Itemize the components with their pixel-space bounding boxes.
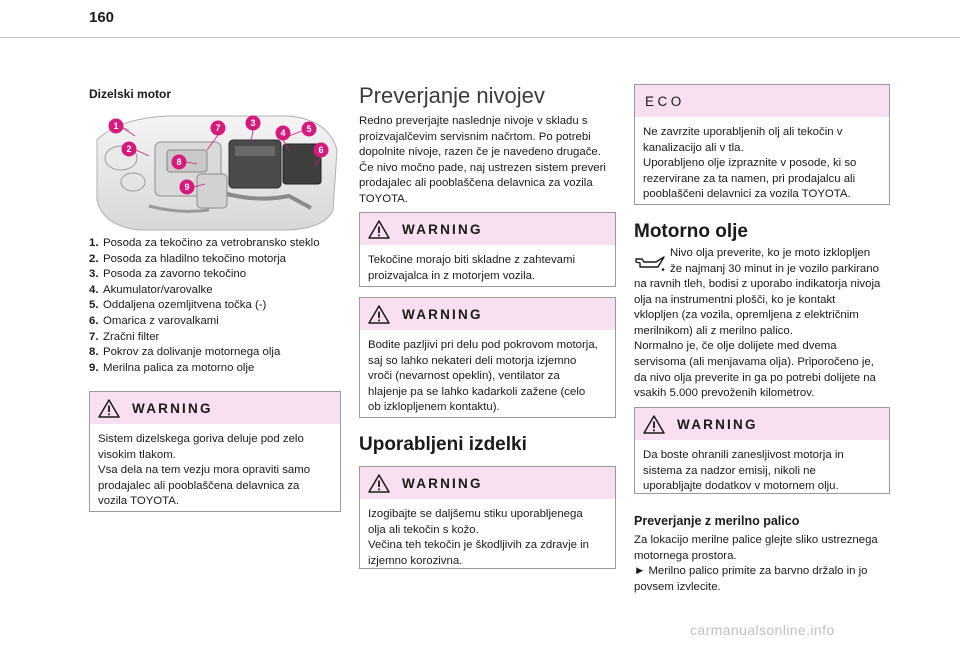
svg-text:8: 8: [176, 157, 182, 168]
callout-2: [122, 142, 137, 157]
svg-text:9: 9: [184, 182, 190, 193]
warning-header: [90, 392, 340, 424]
warning-title: WARNING: [402, 221, 483, 237]
warning-title: WARNING: [132, 400, 213, 416]
warning-title: WARNING: [677, 416, 758, 432]
oil-intro-indented: Nivo olja preverite, ko je moto izklopljen že najmanj 30 minut in je vozilo parkirano: [670, 247, 879, 275]
warning-box-hot-engine: [359, 297, 616, 418]
legend-item: 2. Posoda za hladilno tekočino motorja: [89, 252, 286, 265]
legend-item: 1. Posoda za tekočino za vetrobransko steklo: [89, 237, 320, 249]
top-divider: [0, 37, 960, 38]
legend-item: 8. Pokrov za dolivanje motornega olja: [89, 346, 281, 359]
svg-text:3: 3: [250, 118, 256, 129]
legend-item: 4. Akumulator/varovalke: [89, 283, 213, 296]
warning-box-fluids: [359, 212, 616, 287]
warning-header: [360, 298, 615, 330]
oil-paragraph: na ravnih tleh, bodisi z uporabo indikatorja nivoja olja na instrumentni plošči, ko je kontakt vklopljen (za vozila, opremljena z električnim merilnikom) ali z merilno palico. Normalno je, če olje dolijete med dvema servisoma (ali menjavama olja). Priporočeno je, da nivo olja preverite in ga po potrebi dolijete na vsakih 5.000 prevoženih kilometrov.: [634, 278, 881, 400]
svg-text:6: 6: [318, 145, 324, 156]
warning-box-skin-contact: [359, 466, 616, 569]
legend-item: 6. Omarica z varovalkami: [89, 314, 219, 327]
svg-text:4: 4: [280, 128, 286, 139]
warning-box-oil-additives: [634, 407, 890, 494]
callout-3: [246, 116, 261, 131]
section-heading-diesel: Dizelski motor: [89, 87, 172, 101]
legend-item: 3. Posoda za zavorno tekočino: [89, 268, 247, 281]
legend-item: 9. Merilna palica za motorno olje: [89, 361, 255, 374]
warning-header: [360, 467, 615, 499]
intro-paragraph: Redno preverjajte naslednje nivoje v skladu s proizvajalčevim servisnim načrtom. Po potrebi dopolnite nivoje, razen če je navedeno drugače. Če nivo močno pade, naj ustrezen sistem preveri prodajalec ali pooblaščena delavnica za vozila TOYOTA.: [359, 115, 606, 205]
svg-text:7: 7: [215, 123, 221, 134]
warning-triangle-icon: [368, 305, 390, 324]
svg-text:5: 5: [306, 124, 312, 135]
eco-header: [635, 85, 889, 117]
heading-check-levels: Preverjanje nivojev: [359, 83, 545, 108]
warning-title: WARNING: [402, 306, 483, 322]
engine-callouts: [89, 110, 341, 234]
eco-text: Ne zavrzite uporabljenih olj ali tekočin v kanalizacijo ali v tla. Uporabljeno olje izpraznite v posode, ki so rezervirane za ta namen, pri prodajalcu ali pooblaščeni delavnici za vozila TOYOTA.: [643, 126, 857, 201]
warning-text: Bodite pazljivi pri delu pod pokrovom motorja, saj so lahko nekateri deli motorja izjemno vroči (nevarnost opeklin), ventilator za hlajenje pa se lahko kadarkoli zažene (celo ob izklopljenem kontaktu).: [368, 339, 598, 414]
legend-item: 5. Oddaljena ozemljitvena točka (-): [89, 299, 267, 312]
warning-triangle-icon: [368, 220, 390, 239]
engine-legend: [89, 236, 341, 376]
warning-text: Tekočine morajo biti skladne z zahtevami proizvajalca in z motorjem vozila.: [368, 254, 576, 282]
eco-box: [634, 84, 890, 205]
warning-header: [360, 213, 615, 245]
svg-text:2: 2: [126, 144, 132, 155]
warning-title: WARNING: [402, 475, 483, 491]
warning-text: Sistem dizelskega goriva deluje pod zelo visokim tlakom. Vsa dela na tem vezju mora opraviti samo prodajalec ali pooblaščena delavnica za vozila TOYOTA.: [98, 433, 311, 508]
warning-triangle-icon: [643, 415, 665, 434]
warning-triangle-icon: [98, 399, 120, 418]
warning-box-diesel: [89, 391, 341, 512]
legend-item: 7. Zračni filter: [89, 330, 160, 343]
oil-can-icon: [634, 254, 666, 272]
warning-text: Izogibajte se daljšemu stiku uporabljenega olja ali tekočin s kožo. Večina teh tekočin je škodljivih za zdravje in izjemno korozivna.: [368, 508, 589, 567]
callout-8: [172, 155, 187, 170]
watermark: carmanualsonline.info: [690, 622, 835, 638]
eco-title: ECO: [645, 93, 685, 109]
warning-header: [635, 408, 889, 440]
callout-1: [109, 119, 124, 134]
subheading-dipstick: Preverjanje z merilno palico: [634, 514, 800, 528]
callout-4: [276, 126, 291, 141]
page-number: 160: [89, 9, 115, 26]
heading-engine-oil: Motorno olje: [634, 221, 748, 242]
svg-text:1: 1: [113, 121, 119, 132]
warning-text: Da boste ohranili zanesljivost motorja in sistema za nadzor emisij, nikoli ne uporabljajte dodatkov v motornem olju.: [643, 449, 844, 493]
heading-used-products: Uporabljeni izdelki: [359, 434, 527, 455]
callout-5: [302, 122, 317, 137]
callout-6: [314, 143, 329, 158]
dipstick-paragraph: Za lokacijo merilne palice glejte sliko ustreznega motornega prostora. ► Merilno palico primite za barvno držalo in jo povsem izvlecite.: [634, 534, 878, 593]
callout-9: [180, 180, 195, 195]
warning-triangle-icon: [368, 474, 390, 493]
callout-7: [211, 121, 226, 136]
